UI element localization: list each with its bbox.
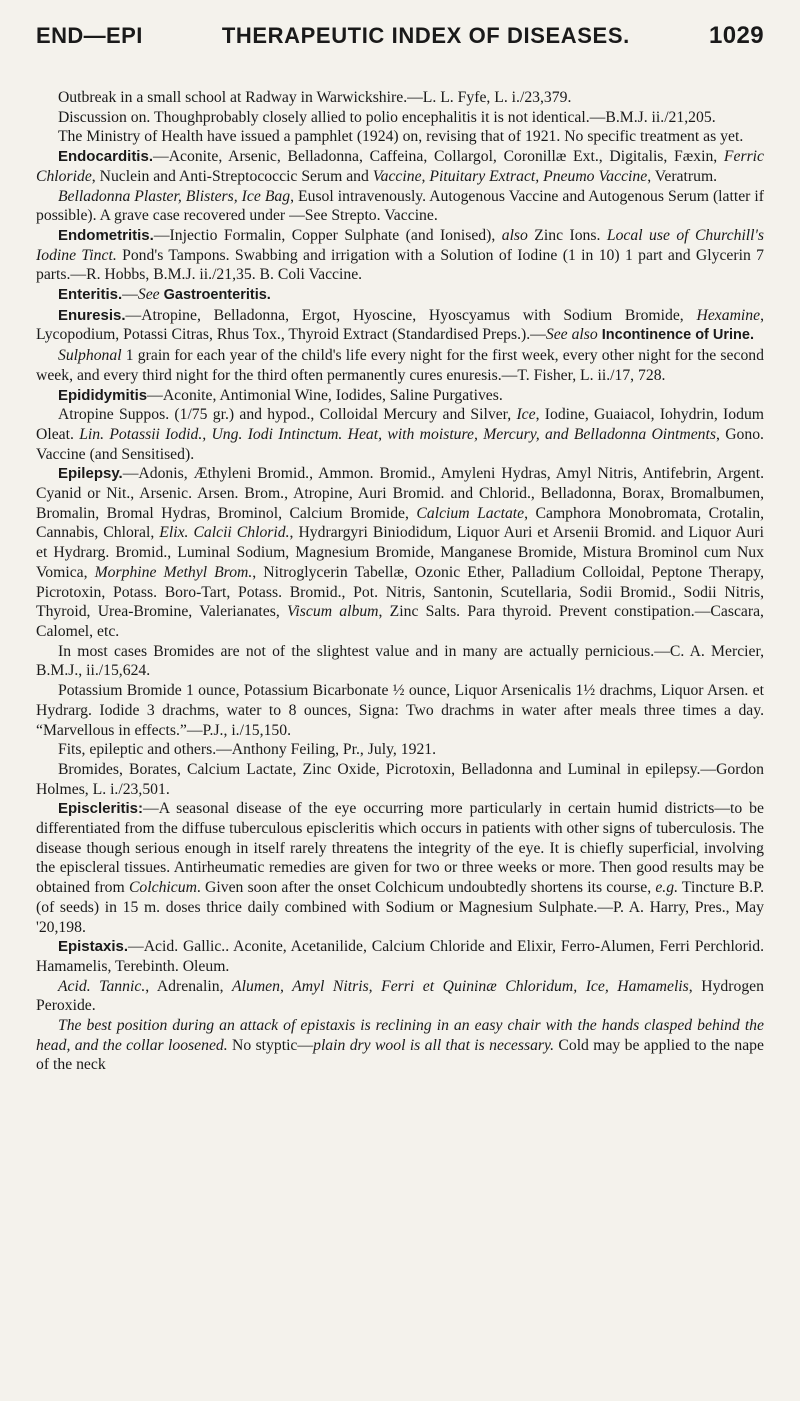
index-paragraph [36, 187, 764, 226]
text-run: 1 grain for each year of the child's life every night for the first week, every other night for the second week, and every third night for the third often permanently cures enuresis.—T. Fisher, L. ii./17, 728. [36, 347, 764, 384]
text-run: —A seasonal disease of the eye occurring more particularly in certain humid districts—to be differentiated from the diffuse tuberculous episcleritis which occurs in patients with other signs of tuberculosis. The disease though serious enough in itself rarely threatens the integrity of the eye. It is chiefly superficial, involving the episcleral tissues. Antirheumatic remedies are given for two or three weeks or more. Then good results may be obtained from [36, 800, 764, 897]
index-term: Enteritis. [57, 286, 123, 304]
text-run: Tincture B.P. (of seeds) in 15 m. doses thrice daily combined with Sodium or Magnesium Sulphate.—P. A. Harry, Pres., May '20,198. [36, 879, 765, 936]
text-run: —Atropine, Belladonna, Ergot, Hyoscine, Hyoscyamus with Sodium Bromide, [125, 306, 697, 324]
text-run: Incontinence of Urine. [597, 327, 755, 344]
index-paragraph [36, 127, 764, 147]
text-run: Calcium Lactate [416, 504, 525, 522]
text-run: No styptic— [227, 1036, 314, 1054]
text-run: The best position during an attack of epistaxis is reclining in an easy chair with the hands clasped behind the head, and the collar loosened. [36, 1017, 764, 1054]
text-run: , Eusol intravenously. Autogenous Vaccine and Autogenous Serum (latter if possible). A grave case recovered under —See Strepto. Vaccine. [36, 187, 764, 225]
index-term: Epididymitis [57, 386, 148, 404]
text-run: Bromides, Borates, Calcium Lactate, Zinc Oxide, Picrotoxin, Belladonna and Luminal in epilepsy.—Gordon Holmes, L. i./23,501. [36, 760, 764, 798]
text-run: Pond's Tampons. Swabbing and irrigation with a Solution of Iodine (1 in 10) 1 part and Glycerin 7 parts.—R. Hobbs, B.M.J. ii./21,35. B. Coli Vaccine. [36, 246, 764, 284]
text-run: See also [545, 326, 598, 344]
text-run: plain dry wool is all that is necessary. [313, 1036, 555, 1054]
index-term: Epistaxis. [57, 938, 129, 956]
index-paragraph [36, 405, 764, 464]
index-paragraph [36, 977, 764, 1016]
index-paragraph [36, 642, 764, 681]
text-run: , Adrenalin, [145, 977, 233, 995]
text-run: Outbreak in a small school at Radway in Warwickshire.—L. L. Fyfe, L. i./23,379. [57, 89, 572, 106]
text-run: , Camphora Monobromata, Crotalin, Cannabis, Chloral, [36, 504, 764, 542]
index-paragraph [36, 799, 764, 937]
text-run: Discussion on. Thoughprobably closely allied to polio encephalitis it is not identical.—B.M.J. ii./21,205. [57, 108, 716, 126]
text-run: — [122, 286, 138, 304]
text-run: Sulphonal [57, 347, 122, 365]
index-paragraph [36, 386, 764, 406]
text-run: , Nuclein and Anti-Streptococcic Serum and [91, 167, 373, 185]
text-run: —Aconite, Arsenic, Belladonna, Caffeina, Collargol, Coronillæ Ext., Digitalis, Fæxin, [153, 148, 724, 166]
text-run: In most cases Bromides are not of the slightest value and in many are actually pernicious.—C. A. Mercier, B.M.J., ii./15,624. [36, 642, 764, 680]
text-run: Vaccine, Pituitary Extract, Pneumo Vaccine [372, 167, 648, 185]
index-paragraph [36, 464, 764, 641]
text-run: , Iodine, Guaiacol, Iohydrin, Iodum Oleat. [36, 406, 764, 443]
index-paragraph [36, 285, 764, 306]
index-term: Enuresis. [57, 306, 126, 324]
index-term: Episcleritis: [57, 800, 144, 818]
text-run: . Given soon after the onset Colchicum undoubtedly shortens its course, [196, 879, 656, 897]
header-section-range: END—EPI [36, 23, 143, 48]
text-run: , Lycopodium, Potassi Citras, Rhus Tox., Thyroid Extract (Standardised Preps.).— [36, 306, 764, 344]
index-paragraph [36, 1016, 764, 1075]
text-run: Zinc Ions. [527, 226, 607, 244]
index-paragraph [36, 681, 764, 740]
index-paragraph [36, 760, 764, 799]
index-paragraph [36, 147, 764, 186]
running-header [36, 22, 764, 62]
index-paragraph [36, 108, 764, 128]
index-paragraph [36, 226, 764, 285]
text-run: Cold may be applied to the nape of the neck [36, 1036, 764, 1074]
text-run: Ice [516, 406, 536, 424]
text-run: Potassium Bromide 1 ounce, Potassium Bicarbonate ½ ounce, Liquor Arsenicalis 1½ drachms, Liquor Arsen. et Hydrarg. Iodide 3 drachms, water to 8 ounces, Signa: Two drachms in water after meals three times a day. “Marvellous in effects.”—P.J., i./15,150. [36, 682, 764, 739]
index-term: Epilepsy. [57, 465, 123, 483]
text-run: Hexamine [696, 306, 761, 324]
text-run: —Adonis, Æthyleni Bromid., Ammon. Bromid., Amyleni Hydras, Amyl Nitris, Antifebrin, Argent. Cyanid or Nit., Arsenic. Arsen. Brom., Atropine, Auri Bromid. and Chlorid., Belladonna, Borax, Bromalbumen, Bromalin, Bromal Hydras, Brominol, Calcium Bromide, [36, 465, 764, 522]
text-run: , Veratrum. [647, 167, 718, 185]
text-run: also [501, 226, 528, 244]
text-run: —Aconite, Antimonial Wine, Iodides, Saline Purgatives. [147, 386, 503, 404]
text-run: See [137, 286, 160, 304]
text-run: Ferric Chloride [36, 148, 764, 185]
text-run: , Hydrogen Peroxide. [36, 977, 764, 1015]
text-run: Atropine Suppos. (1/75 gr.) and hypod., Colloidal Mercury and Silver, [57, 406, 517, 424]
index-paragraph [36, 306, 764, 346]
text-run: Alumen, Amyl Nitris, Ferri et Quininæ Chloridum, Ice, Hamamelis [232, 977, 689, 995]
text-run: Acid. Tannic. [57, 977, 146, 995]
text-run: Colchicum [128, 879, 197, 897]
text-run: Viscum album [287, 603, 379, 621]
header-title: THERAPEUTIC INDEX OF DISEASES. [221, 23, 630, 48]
text-run: e.g. [655, 879, 678, 897]
text-run: Belladonna Plaster, Blisters, Ice Bag [57, 187, 291, 205]
text-run: The Ministry of Health have issued a pamphlet (1924) on, revising that of 1921. No specific treatment as yet. [57, 128, 744, 146]
text-run: Local use of Churchill's Iodine Tinct. [36, 226, 764, 264]
index-paragraph [36, 740, 764, 760]
index-term: Endocarditis. [57, 148, 153, 166]
index-paragraph [36, 937, 764, 976]
text-run: Elix. Calcii Chlorid. [159, 524, 290, 542]
index-paragraph [36, 346, 764, 385]
page-number: 1029 [708, 22, 764, 49]
text-run: Fits, epileptic and others.—Anthony Feiling, Pr., July, 1921. [57, 741, 437, 759]
index-term: Endometritis. [57, 226, 154, 244]
text-run: —Acid. Gallic.. Aconite, Acetanilide, Calcium Chloride and Elixir, Ferro-Alumen, Ferri Perchlorid. Hamamelis, Terebinth. Oleum. [36, 938, 764, 975]
text-run: , Gono. Vaccine (and Sensitised). [36, 425, 764, 463]
text-run: —Injectio Formalin, Copper Sulphate (and Ionised), [153, 226, 502, 244]
text-run: Gastroenteritis. [159, 287, 271, 304]
text-run: , Zinc Salts. Para thyroid. Prevent constipation.—Cascara, Calomel, etc. [36, 603, 764, 640]
text-run: , Nitroglycerin Tabellæ, Ozonic Ether, Palladium Colloidal, Peptone Therapy, Picrotoxin, Potass. Boro-Tart, Potass. Bromid., Pot. Nitris, Santonin, Scutellaria, Sodii Bromid., Sodii Nitris, Thyroid, Urea-Bromine, Valerianates, [36, 563, 764, 621]
text-run: Morphine Methyl Brom. [94, 563, 253, 581]
index-paragraph [36, 88, 764, 108]
text-run: Lin. Potassii Iodid., Ung. Iodi Intinctum. Heat, with moisture, Mercury, and Belladonna Ointments [79, 425, 716, 443]
text-run: , Hydrargyri Biniodidum, Liquor Auri et Arsenii Bromid. and Liquor Auri et Hydrarg. Bromid., Luminal Sodium, Magnesium Bromide, Manganese Bromide, Mistura Brominol cum Nux Vomica, [36, 524, 764, 581]
index-body-text [36, 88, 764, 1075]
